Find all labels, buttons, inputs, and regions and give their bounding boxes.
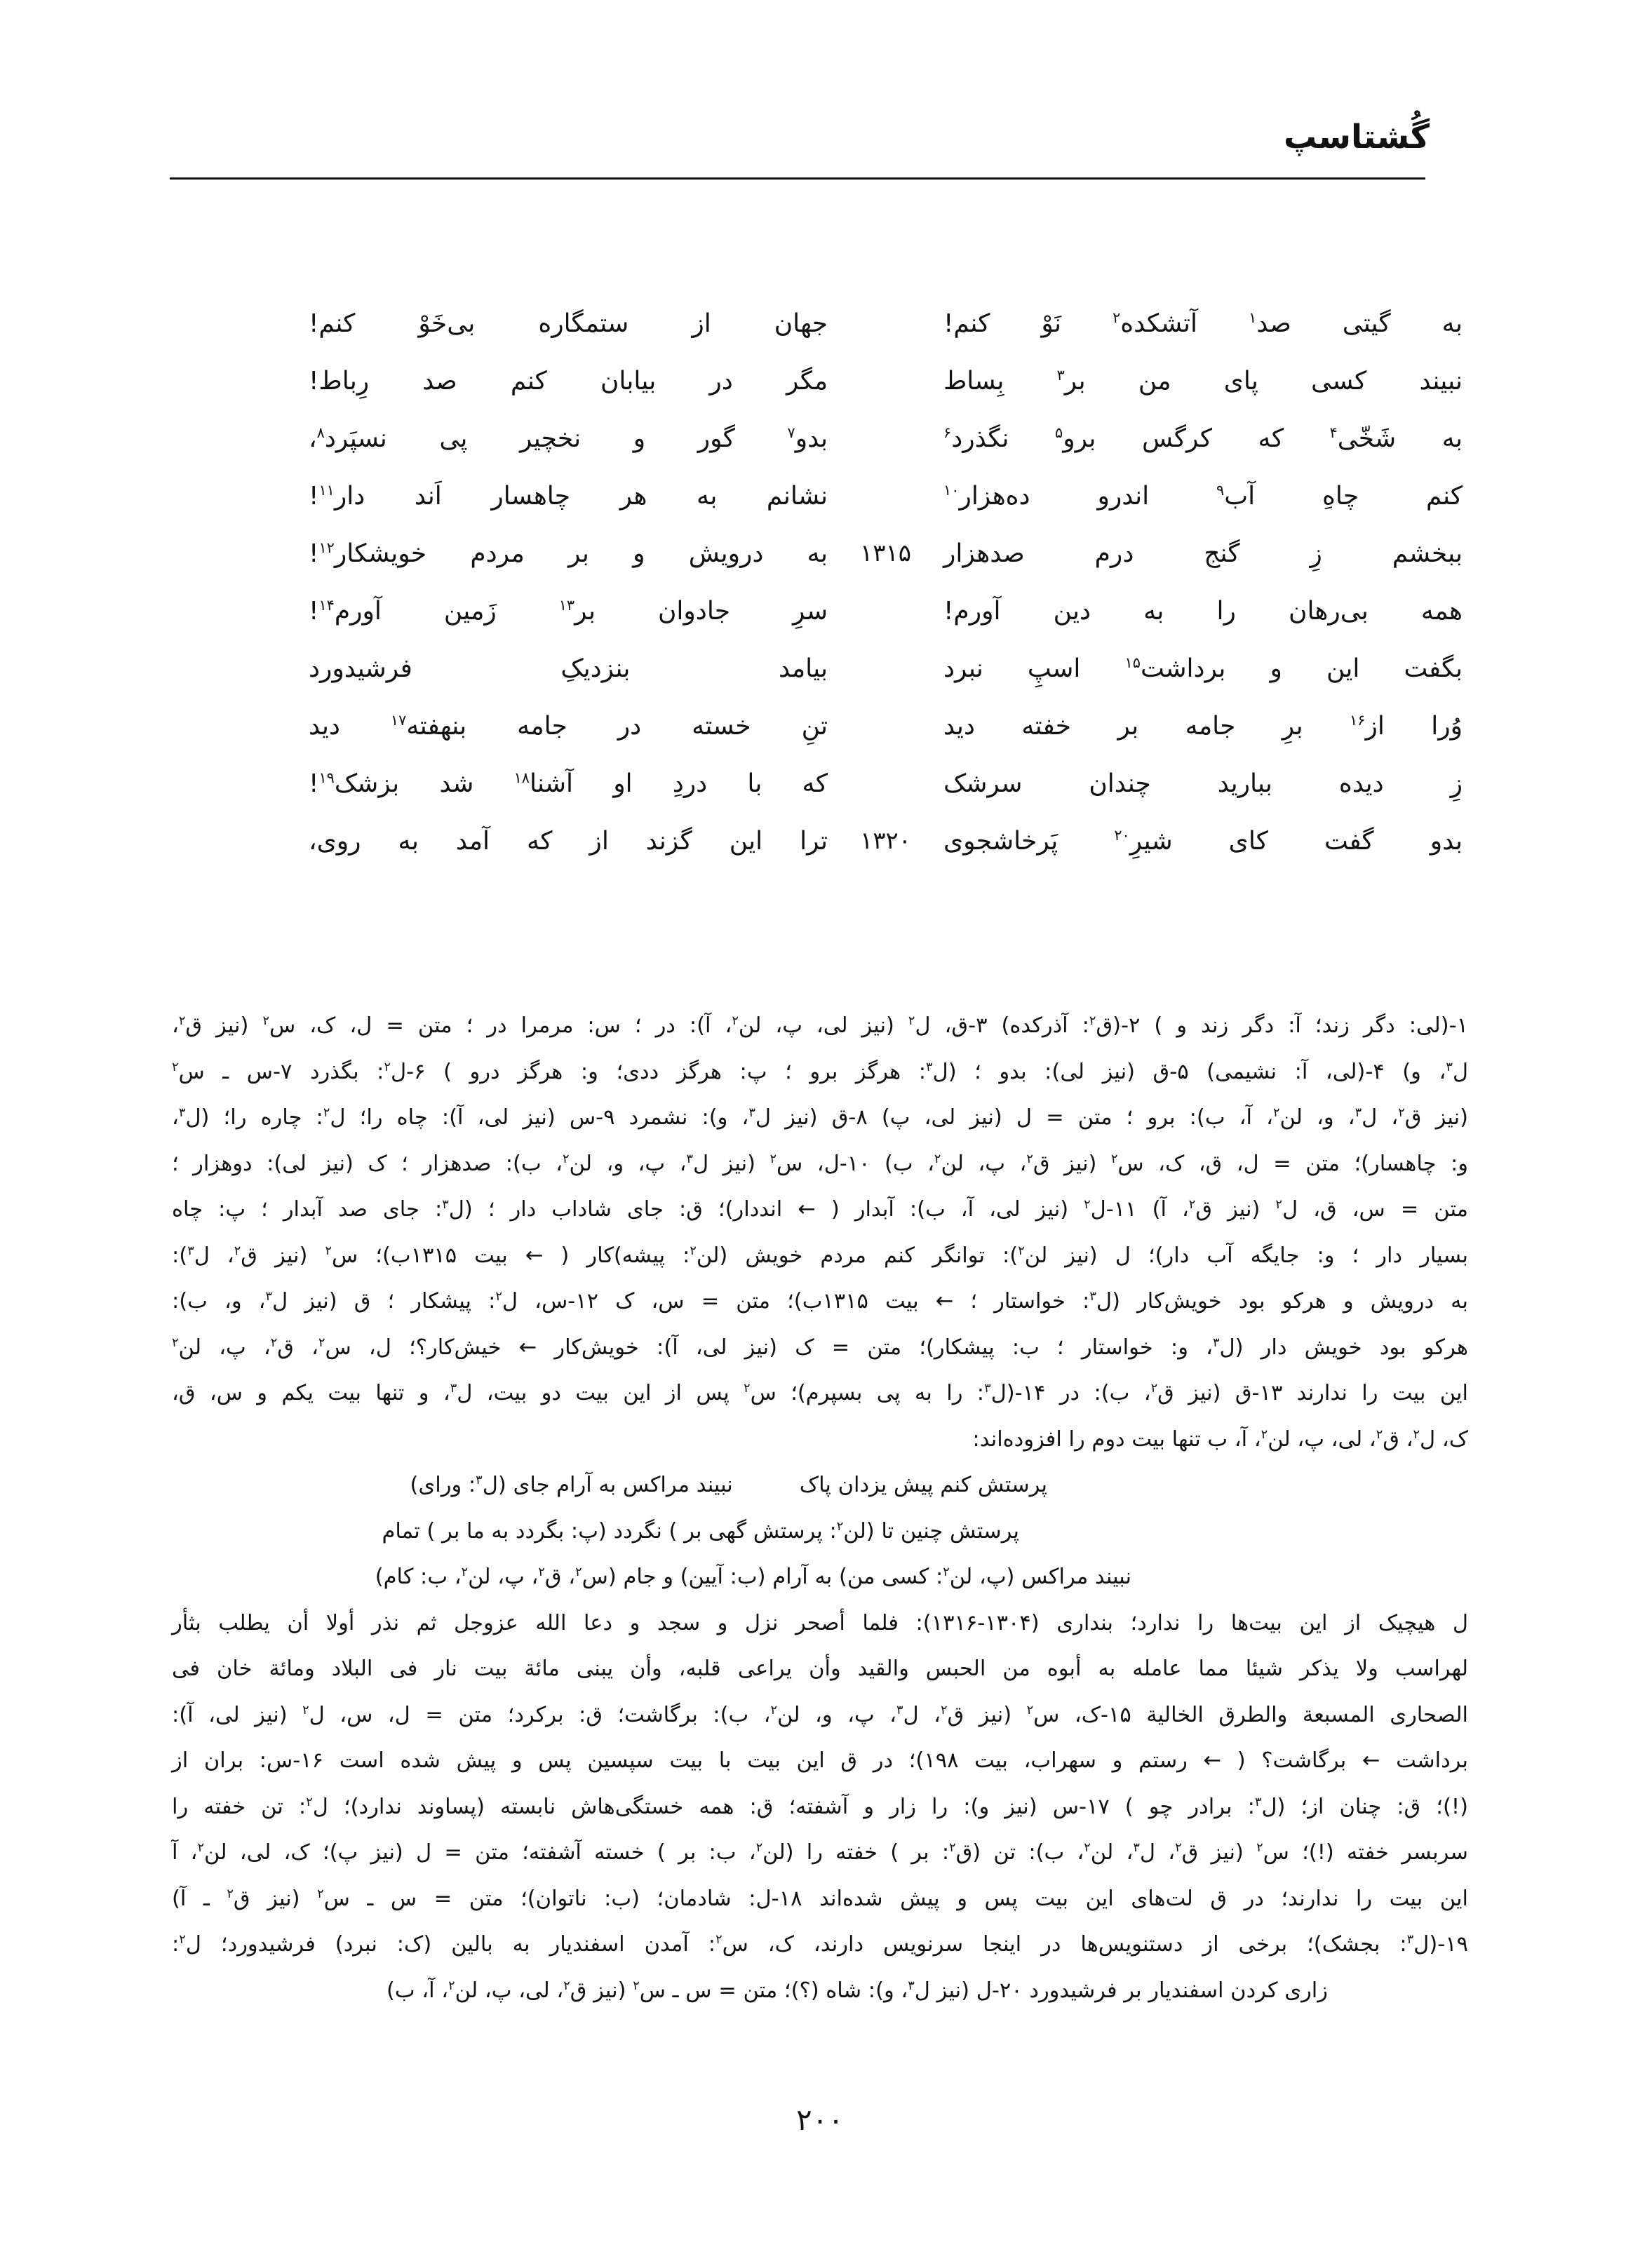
verse-row	[309, 755, 1463, 812]
footnote-line: به درویش و هرکو بود خویش‌کار (ل$^۳$: خواستار ؛ ← بیت ۱۳۱۵ب)؛ متن = س، ک ۱۲-س، ل$^۲$: پیشکار ؛ ق (نیز ل$^۳$، و، ب):	[172, 1289, 1468, 1314]
verse-row	[309, 582, 1463, 640]
page-title: گُشتاسپ	[1284, 118, 1430, 156]
footnote-line: زاری کردن اسفندیار بر فرشیدورد ۲۰-ل (نیز ل$^۳$، و): شاه (؟)؛ متن = س ـ س$^۲$ (نیز ق$^۲$، لی، پ، لن$^۲$، آ، ب)	[386, 1978, 1328, 2003]
footnote-line: ل$^۳$، و) ۴-(لی، آ: نشیمی) ۵-ق (نیز لی): بدو ؛ (ل$^۳$: هرگز برو ؛ پ: هرگز ددی؛ و: هرگز درو ) ۶-ل$^۲$: بگذرد ۷-س ـ س$^۲$	[172, 1059, 1468, 1084]
hemistich-second: نشانم به هر چاهسار اَند دار$^{۱۱}$!	[309, 481, 828, 511]
hemistich-first: به شَخّی$^۴$ که کرگس برو$^۵$ نگذرد$^۶$	[943, 424, 1463, 453]
hemistich-second: جهان از ستمگاره بی‌خَوْ کنم!	[309, 309, 828, 338]
hemistich-first: بدو گفت کای شیرِ$^{۲۰}$ پَرخاشجوی	[943, 826, 1463, 856]
hemistich-first: به گیتی صد$^۱$ آتشکده$^۲$ نَوْ کنم!	[943, 309, 1463, 338]
quoted-hemistich-second: نبیند مراکس به آرام جای (ل$^۳$: ورای)	[410, 1473, 733, 1497]
footnote-line: (نیز ق$^۲$، ل$^۳$، و، لن$^۲$، آ، ب): برو ؛ متن = ل (نیز لی، پ) ۸-ق (نیز ل$^۳$، و): نشمرد ۹-س (نیز لی، آ): چاه را؛ ل$^۲$: چاره را؛ (ل$^۳$،	[172, 1105, 1468, 1130]
footnote-line: ل هیچیک از این بیت‌ها را ندارد؛ بنداری (۱۳۰۴-۱۳۱۶): فلما أصحر نزل و سجد و دعا الله عزوجل ثم نذر أولا أن یطلب بثأر	[172, 1610, 1468, 1635]
hemistich-first: زِ دیده ببارید چندان سرشک	[943, 769, 1463, 798]
footnotes-section	[172, 1003, 1468, 2013]
footnote-line: سربسر خفته (!)؛ س$^۲$ (نیز ق$^۲$، ل$^۳$، لن$^۲$، ب): تن (ق$^۲$: بر ) خفته را (لن$^۲$، ب: بر ) خسته آشفته؛ متن = ل (نیز پ)؛ ک، لی، لن$^۲$، آ	[172, 1840, 1468, 1865]
verse-number: ۱۳۲۰	[859, 827, 912, 855]
verse-row	[309, 295, 1463, 352]
footnote-line: ۱-(لی: دگر زند؛ آ: دگر زند و ) ۲-(ق$^۲$: آذرکده) ۳-ق، ل$^۲$ (نیز لی، پ، لن$^۲$، آ): در ؛ س: مرمرا در ؛ متن = ل، ک، س$^۲$ (نیز ق$^۲$،	[172, 1013, 1468, 1038]
footnote-line: نبیند مراکس (پ، لن$^۲$: کسی من) به آرام (ب: آیین) و جام (س$^۲$، ق$^۲$، پ، لن$^۲$، ب: کام)	[375, 1565, 1131, 1589]
verse-row	[309, 525, 1463, 582]
hemistich-second: تنِ خسته در جامه بنهفته$^{۱۷}$ دید	[309, 711, 828, 741]
hemistich-first: نبیند کسی پای من بر$^۳$ بِساط	[943, 366, 1463, 396]
footnote-quoted-verse	[172, 1462, 1468, 1508]
quoted-hemistich-first: پرستش کنم پیش یزدان پاک	[799, 1473, 1047, 1497]
hemistich-second: مگر در بیابان کنم صد رِباط!	[309, 366, 828, 396]
hemistich-second: بیامد بنزدیکِ فرشیدورد	[309, 654, 828, 683]
hemistich-first: بگفت این و برداشت$^{۱۵}$ اسپِ نبرد	[943, 654, 1463, 683]
verse-number: ۱۳۱۵	[859, 539, 912, 567]
hemistich-second: سرِ جادوان بر$^{۱۳}$ زَمین آورم$^{۱۴}$!	[309, 596, 828, 626]
hemistich-second: ترا این گزند از که آمد به روی،	[309, 826, 828, 856]
footnote-line: ک، ل$^۲$، ق$^۲$، لی، پ، لن$^۲$، آ، ب تنها بیت دوم را افزوده‌اند:	[972, 1426, 1468, 1452]
verse-row	[309, 812, 1463, 870]
footnote-line: این بیت را ندارند ۱۳-ق (نیز ق$^۲$، ب): در ۱۴-(ل$^۳$: را به پی بسپرم)؛ س$^۲$ پس از این بیت دو بیت، ل$^۳$، و تنها بیت یکم و س، ق،	[172, 1381, 1468, 1405]
footnote-line: برداشت ← برگاشت؟ ( ← رستم و سهراب، بیت ۱۹۸)؛ در ق این بیت با بیت سپسین پس و پیش شده است ۱۶-س: بران از	[172, 1748, 1468, 1773]
hemistich-first: همه بی‌رهان را به دین آورم!	[943, 596, 1463, 626]
footnote-line: (!)؛ ق: چنان از؛ (ل$^۳$: برادر چو ) ۱۷-س (نیز و): را زار و آشفته؛ ق: همه خستگی‌هاش نابسته (پساوند ندارد)؛ ل$^۲$: تن خفته را	[172, 1794, 1468, 1819]
verse-row	[309, 640, 1463, 697]
verse-row	[309, 467, 1463, 525]
verse-row	[309, 697, 1463, 755]
hemistich-first: ببخشم زِ گنج درم صدهزار	[943, 539, 1463, 568]
verse-row	[309, 352, 1463, 410]
hemistich-second: به درویش و بر مردم خویشکار$^{۱۲}$!	[309, 539, 828, 568]
footnote-line: این بیت را ندارند؛ در ق لت‌های این بیت پس و پیش شده‌اند ۱۸-ل: شادمان؛ (ب: ناتوان)؛ متن = س ـ س$^۲$ (نیز ق$^۲$ ـ آ)	[172, 1886, 1468, 1911]
verse-row	[309, 410, 1463, 467]
footnote-line: الصحاری المسبعة والطرق الخالیة ۱۵-ک، س$^۲$ (نیز ق$^۲$، ل$^۳$، پ، و، لن$^۲$، ب): برگاشت؛ ق: برکرد؛ متن = ل، س، ل$^۲$ (نیز لی، آ):	[172, 1702, 1469, 1727]
hemistich-second: که با دردِ او آشنا$^{۱۸}$ شد بزشک$^{۱۹}$!	[309, 769, 828, 798]
footnote-line: و: چاهسار)؛ متن = ل، ق، ک، س$^۲$ (نیز ق$^۲$، پ، لن$^۲$، ب) ۱۰-ل، س$^۲$ (نیز ل$^۳$، پ، و، لن$^۲$، ب): صدهزار ؛ ک (نیز لی): دوهزار ؛	[172, 1151, 1468, 1176]
hemistich-second: بدو$^۷$ گور و نخچیر پی نسپَرد$^۸$،	[309, 424, 828, 453]
hemistich-first: وُرا از$^{۱۶}$ برِ جامه بر خفته دید	[943, 711, 1463, 741]
page-number: ۲۰۰	[796, 2102, 844, 2137]
footnote-line: متن = س، ق، ل$^۲$ (نیز ق$^۲$، آ) ۱۱-ل$^۲$ (نیز لی، آ، ب): آبدار ( ← انددار)؛ ق: جای شاداب دار ؛ (ل$^۳$: جای صد آبدار ؛ پ: چاه	[172, 1197, 1469, 1222]
footnote-line: لهراسب ولا یذکر شیئا مما عامله به أبوه من الحبس والقید وأن یراعی قلبه، وأن یبنی مائة بیت نار فی البلاد ومائة خان فی	[172, 1656, 1468, 1681]
footnote-line: بسیار دار ؛ و: جایگه آب دار)؛ ل (نیز لن$^۲$): توانگر کنم مردم خویش (لن$^۲$: پیشه)کار ( ← بیت ۱۳۱۵ب)؛ س$^۲$ (نیز ق$^۲$، ل$^۳$):	[172, 1243, 1469, 1268]
footnote-line: پرستش چنین تا (لن$^۲$: پرستش گهی بر ) نگردد (پ: بگردد به ما بر ) تمام	[382, 1518, 1019, 1544]
poem-section	[309, 295, 1463, 870]
footnote-line: ۱۹-(ل$^۳$: بجشک)؛ برخی از دستنویس‌ها در اینجا سرنویس دارند، ک، س$^۲$: آمدن اسفندیار به بالین (ک: نبرد) فرشیدورد؛ ل$^۲$:	[172, 1932, 1468, 1957]
footnote-line: هرکو بود خویش دار (ل$^۳$، و: خواستار ؛ ب: پیشکار)؛ متن = ک (نیز لی، آ): خویش‌کار ← خیش‌کار؟؛ ل، س$^۲$، ق$^۲$، پ، لن$^۲$	[172, 1335, 1468, 1360]
hemistich-first: کنم چاهِ آب$^۹$ اندرو ده‌هزار$^{۱۰}$	[943, 481, 1463, 511]
header-rule	[170, 177, 1425, 180]
